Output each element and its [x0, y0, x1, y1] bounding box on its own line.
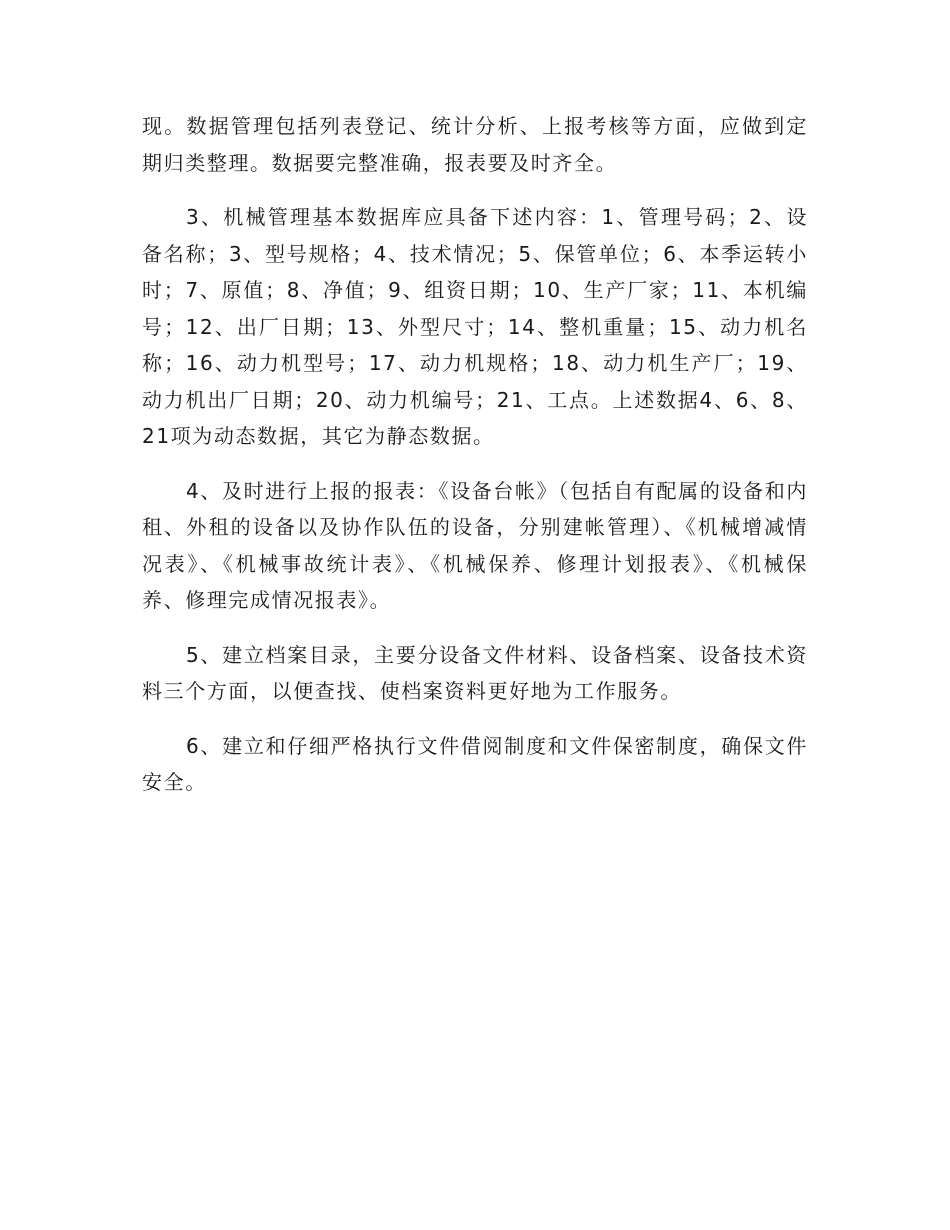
- paragraph-item-5: 5、建立档案目录，主要分设备文件材料、设备档案、设备技术资料三个方面，以便查找、使档案资料更好地为工作服务。: [142, 642, 808, 703]
- paragraph-continuation: 现。数据管理包括列表登记、统计分析、上报考核等方面，应做到定期归类整理。数据要完整准确，报表要及时齐全。: [142, 114, 808, 175]
- paragraph-item-4: 4、及时进行上报的报表：《设备台帐》（包括自有配属的设备和内租、外租的设备以及协作队伍的设备，分别建帐管理）、《机械增减情况表》、《机械事故统计表》、《机械保养、修理计划报表》、《机械保养、修理完成情况报表》。: [142, 478, 808, 612]
- paragraph-item-3: 3、机械管理基本数据库应具备下述内容：1、管理号码；2、设备名称；3、型号规格；4、技术情况；5、保管单位；6、本季运转小时；7、原值；8、净值；9、组资日期；10、生产厂家；11、本机编号；12、出厂日期；13、外型尺寸；14、整机重量；15、动力机名称；16、动力机型号；17、动力机规格；18、动力机生产厂；19、动力机出厂日期；20、动力机编号；21、工点。上述数据4、6、8、21项为动态数据，其它为静态数据。: [142, 205, 808, 448]
- paragraph-item-6: 6、建立和仔细严格执行文件借阅制度和文件保密制度，确保文件安全。: [142, 733, 808, 794]
- document-body: [142, 108, 808, 819]
